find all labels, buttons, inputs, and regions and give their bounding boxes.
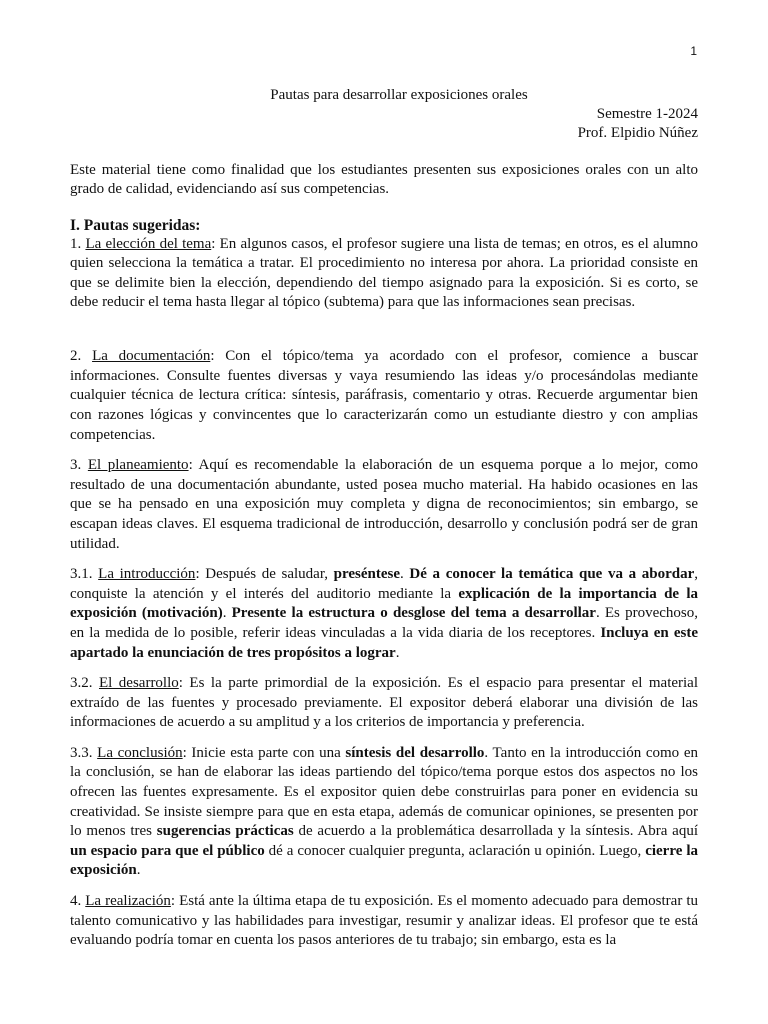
paragraph-3 (70, 456, 698, 554)
paragraph-text: : Con el tópico/tema ya acordado con el profesor, comience a buscar informaciones. Consulte fuentes diversas y vaya resumiendo las ideas y/o procesándolas mediante cualquier técnica de lectura crítica: síntesis, paráfrasis, comentario y otras. Recuerde argumentar bien con razones lógicas y convincentes que lo caracterizarán como un estudiante diestro y con amplias competencias. (70, 348, 698, 443)
paragraph-text: . Tanto en la introducción como en la conclusión, se han de elaborar las ideas partiendo del tópico/tema porque estos dos aspectos no los ofrecen las fuentes expresamente. Es el expositor quien debe construirlas para poner en evidencia su creatividad. Se insiste siempre para que en esta etapa, además de comunicar opiniones, se presenten por lo menos tres (70, 744, 698, 840)
paragraph-term: La introducción (98, 566, 196, 583)
bold-phrase: explicación de la importancia de la exposición (motivación) (70, 585, 698, 622)
paragraph-text: . Es provechoso, en la medida de lo posible, referir ideas vinculadas a la vida diaria de los receptores. (70, 605, 698, 641)
paragraph-text: : Aquí es recomendable la elaboración de un esquema porque a lo mejor, como resultado de una documentación abundante, usted posea mucho material. Ha habido ocasiones en las que se ha pensado en una exposición muy completa y digna de reconocimientos; sin embargo, se escapan ideas claves. El esquema tradicional de introducción, desarrollo y conclusión podrá ser de gran utilidad. (70, 457, 698, 552)
bold-phrase: Dé a conocer la temática que va a abordar (409, 566, 695, 583)
paragraph-text: : Está ante la última etapa de tu exposición. Es el momento adecuado para demostrar tu talento comunicativo y las habilidades para investigar, resumir y analizar ideas. El profesor que te está evaluando podría tomar en cuenta los pasos anteriores de tu trabajo; sin embargo, esta es la (70, 893, 699, 949)
paragraph-text: . (222, 605, 232, 622)
paragraph-text: : En algunos casos, el profesor sugiere una lista de temas; en otros, es el alumno quien selecciona la temática a tratar. El procedimiento no interesa por ahora. La prioridad consiste en que se delimite bien la elección, dependiendo del tiempo asignado para la exposición. Si es corto, se debe reducir el tema hasta llegar al tópico (subtema) para que las informaciones sean precisas. (70, 236, 699, 310)
paragraph-text: , conquiste la atención y el interés del auditorio mediante la (70, 566, 699, 602)
professor-label: Prof. Elpidio Núñez (577, 125, 698, 141)
paragraph-text: : Después de saludar, (195, 566, 334, 583)
paragraph-text: : Inicie esta parte con una (182, 744, 346, 761)
paragraph-text: : Es la parte primordial de la exposición. Es el espacio para presentar el material extraído de las fuentes y procesado previamente. El expositor deberá elaborar una división de las informaciones de acuerdo a su amplitud y a los criterios de importancia y preferencia. (70, 675, 699, 731)
paragraph-number: 2. (70, 348, 93, 365)
bold-phrase: un espacio para que el público (70, 842, 265, 859)
paragraph-3-1 (70, 565, 698, 663)
paragraph-number: 3. (70, 457, 88, 474)
paragraph-3-2 (70, 674, 698, 733)
document-body (70, 86, 698, 951)
paragraph-term: La elección del tema (85, 236, 212, 252)
section-heading: I. Pautas sugeridas: (70, 217, 201, 234)
paragraph-text: . (400, 566, 410, 583)
bold-phrase: Incluya en este apartado la enunciación de tres propósitos a lograr (70, 624, 698, 661)
paragraph-text: dé a conocer cualquier pregunta, aclaración u opinión. Luego, (264, 842, 646, 859)
bold-phrase: Presente la estructura o desglose del tema a desarrollar (231, 605, 596, 622)
semester-label: Semestre 1-2024 (596, 106, 698, 122)
paragraph-term: El desarrollo (98, 675, 179, 692)
paragraph-text: . (136, 862, 141, 879)
paragraph-text: de acuerdo a la problemática desarrollada y la síntesis. Abra aquí (293, 823, 698, 840)
paragraph-1 (70, 235, 698, 312)
paragraph-number: 1. (70, 236, 86, 252)
paragraph-term: La documentación (92, 348, 211, 365)
paragraph-term: La realización (85, 893, 171, 910)
paragraph-number: 3.2. (70, 675, 99, 692)
paragraph-3-3 (70, 744, 698, 881)
bold-phrase: sugerencias prácticas (156, 823, 294, 840)
paragraph-number: 3.3. (70, 744, 98, 761)
paragraph-term: La conclusión (97, 744, 183, 761)
paragraph-text: . (395, 644, 400, 661)
document-title: Pautas para desarrollar exposiciones orales (270, 87, 528, 103)
intro-paragraph: Este material tiene como finalidad que los estudiantes presenten sus exposiciones orales con un alto grado de calidad, evidenciando así sus competencias. (70, 162, 698, 197)
paragraph-term: El planeamiento (87, 457, 189, 474)
paragraph-number: 4. (70, 893, 86, 910)
bold-phrase: preséntese (333, 566, 401, 583)
paragraph-4 (70, 892, 698, 951)
page-number: 1 (690, 44, 697, 58)
bold-phrase: cierre la exposición (70, 842, 698, 879)
bold-phrase: síntesis del desarrollo (345, 744, 485, 761)
paragraph-number: 3.1. (70, 566, 99, 583)
paragraph-2 (70, 347, 698, 445)
